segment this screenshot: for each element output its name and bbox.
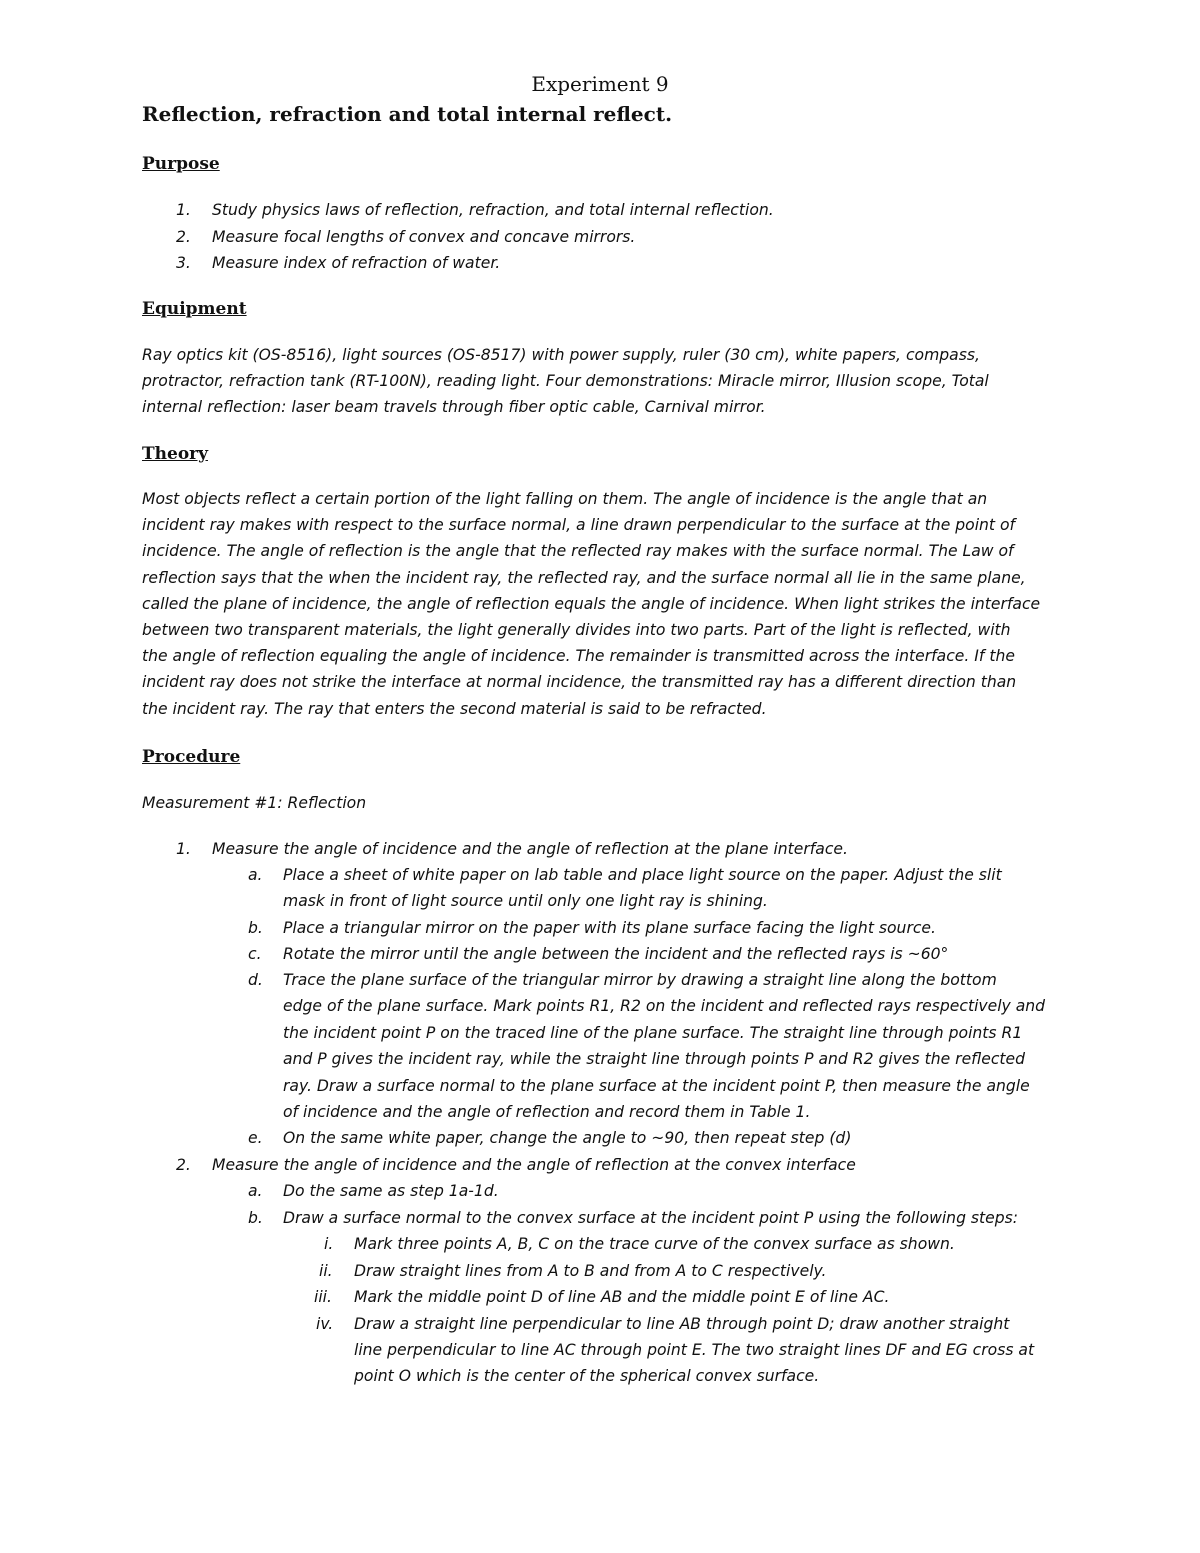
step-text: Measure the angle of incidence and the angle of reflection at the convex interface — [212, 1156, 856, 1174]
paragraph-line: between two transparent materials, the light generally divides into two parts. Part of the light is reflected, with — [142, 621, 1011, 640]
substep-letter: c. — [248, 945, 262, 963]
roman-numeral: iii. — [314, 1288, 332, 1306]
paragraph-line: incidence. The angle of reflection is the angle that the reflected ray makes with the surface normal. The Law of — [142, 542, 1014, 561]
substep-line: Rotate the mirror until the angle between the incident and the reflected rays is ~60° — [283, 945, 949, 963]
paragraph-line: protractor, refraction tank (RT-100N), reading light. Four demonstrations: Miracle mirror, Illusion scope, Total — [142, 372, 989, 391]
substep-letter: b. — [248, 1209, 263, 1227]
paragraph-line: Most objects reflect a certain portion of the light falling on them. The angle of incidence is the angle that an — [142, 490, 988, 508]
substep-line: ray. Draw a surface normal to the plane surface at the incident point P, then measure the angle — [283, 1077, 1030, 1095]
roman-numeral: ii. — [319, 1262, 333, 1280]
purpose-heading: Purpose — [142, 154, 220, 174]
equipment-heading: Equipment — [142, 299, 247, 319]
substep-line: mask in front of light source until only one light ray is shining. — [283, 892, 768, 910]
theory-heading: Theory — [142, 444, 208, 464]
paragraph-line: internal reflection: laser beam travels through fiber optic cable, Carnival mirror. — [142, 398, 766, 417]
substep-line: Do the same as step 1a-1d. — [283, 1182, 499, 1200]
substep-line: Trace the plane surface of the triangular mirror by drawing a straight line along the bottom — [283, 971, 997, 989]
paragraph-line: reflection says that the when the incident ray, the reflected ray, and the surface normal all lie in the same plane, — [142, 568, 1026, 587]
roman-numeral: i. — [324, 1235, 334, 1253]
purpose-item: Measure focal lengths of convex and concave mirrors. — [212, 228, 636, 246]
equipment-paragraph — [142, 342, 1062, 421]
substep-letter: b. — [248, 919, 263, 937]
substep-line: Draw a surface normal to the convex surface at the incident point P using the following steps: — [283, 1209, 1019, 1227]
paragraph-line: incident ray does not strike the interface at normal incidence, the transmitted ray has a different direction than — [142, 673, 1017, 692]
theory-paragraph — [142, 486, 1062, 722]
paragraph-line: the incident ray. The ray that enters the second material is said to be refracted. — [142, 699, 767, 718]
roman-line: line perpendicular to line AC through point E. The two straight lines DF and EG cross at — [354, 1341, 1035, 1359]
paragraph-line: Ray optics kit (OS-8516), light sources (OS-8517) with power supply, ruler (30 cm), white papers, compass, — [142, 346, 980, 364]
substep-line: the incident point P on the traced line of the plane surface. The straight line through points R1 — [283, 1024, 1023, 1042]
substep-line: Place a sheet of white paper on lab table and place light source on the paper. Adjust the slit — [283, 866, 1002, 884]
roman-numeral: iv. — [316, 1315, 334, 1333]
substep-letter: e. — [248, 1129, 263, 1147]
purpose-item: Measure index of refraction of water. — [212, 254, 501, 272]
roman-line: Mark the middle point D of line AB and the middle point E of line AC. — [354, 1288, 890, 1306]
substep-letter: a. — [248, 866, 263, 884]
purpose-item-number: 1. — [176, 201, 191, 219]
paragraph-line: the angle of reflection equaling the angle of incidence. The remainder is transmitted across the interface. If the — [142, 647, 1015, 666]
purpose-item-number: 3. — [176, 254, 191, 272]
substep-letter: a. — [248, 1182, 263, 1200]
purpose-item-number: 2. — [176, 228, 191, 246]
paragraph-line: incident ray makes with respect to the surface normal, a line drawn perpendicular to the surface at the point of — [142, 516, 1016, 535]
step-number: 1. — [176, 840, 191, 858]
purpose-item: Study physics laws of reflection, refraction, and total internal reflection. — [212, 201, 774, 219]
substep-line: On the same white paper, change the angle to ~90, then repeat step (d) — [283, 1129, 852, 1147]
measurement-title: Measurement #1: Reflection — [142, 794, 367, 812]
step-number: 2. — [176, 1156, 191, 1174]
roman-line: Draw straight lines from A to B and from A to C respectively. — [354, 1262, 827, 1280]
procedure-heading: Procedure — [142, 747, 241, 767]
step-text: Measure the angle of incidence and the angle of reflection at the plane interface. — [212, 840, 848, 858]
substep-line: edge of the plane surface. Mark points R1, R2 on the incident and reflected rays respectively and — [283, 997, 1046, 1015]
substep-line: and P gives the incident ray, while the straight line through points P and R2 gives the reflected — [283, 1050, 1026, 1068]
roman-line: point O which is the center of the spherical convex surface. — [354, 1367, 820, 1385]
substep-line: Place a triangular mirror on the paper with its plane surface facing the light source. — [283, 919, 936, 937]
document-subtitle: Reflection, refraction and total internal reflect. — [142, 102, 673, 126]
document-title: Experiment 9 — [531, 72, 669, 96]
substep-line: of incidence and the angle of reflection and record them in Table 1. — [283, 1103, 811, 1121]
roman-line: Draw a straight line perpendicular to line AB through point D; draw another straight — [354, 1315, 1010, 1333]
roman-line: Mark three points A, B, C on the trace curve of the convex surface as shown. — [354, 1235, 955, 1253]
substep-letter: d. — [248, 971, 263, 989]
paragraph-line: called the plane of incidence, the angle of reflection equals the angle of incidence. When light strikes the interface — [142, 594, 1041, 613]
